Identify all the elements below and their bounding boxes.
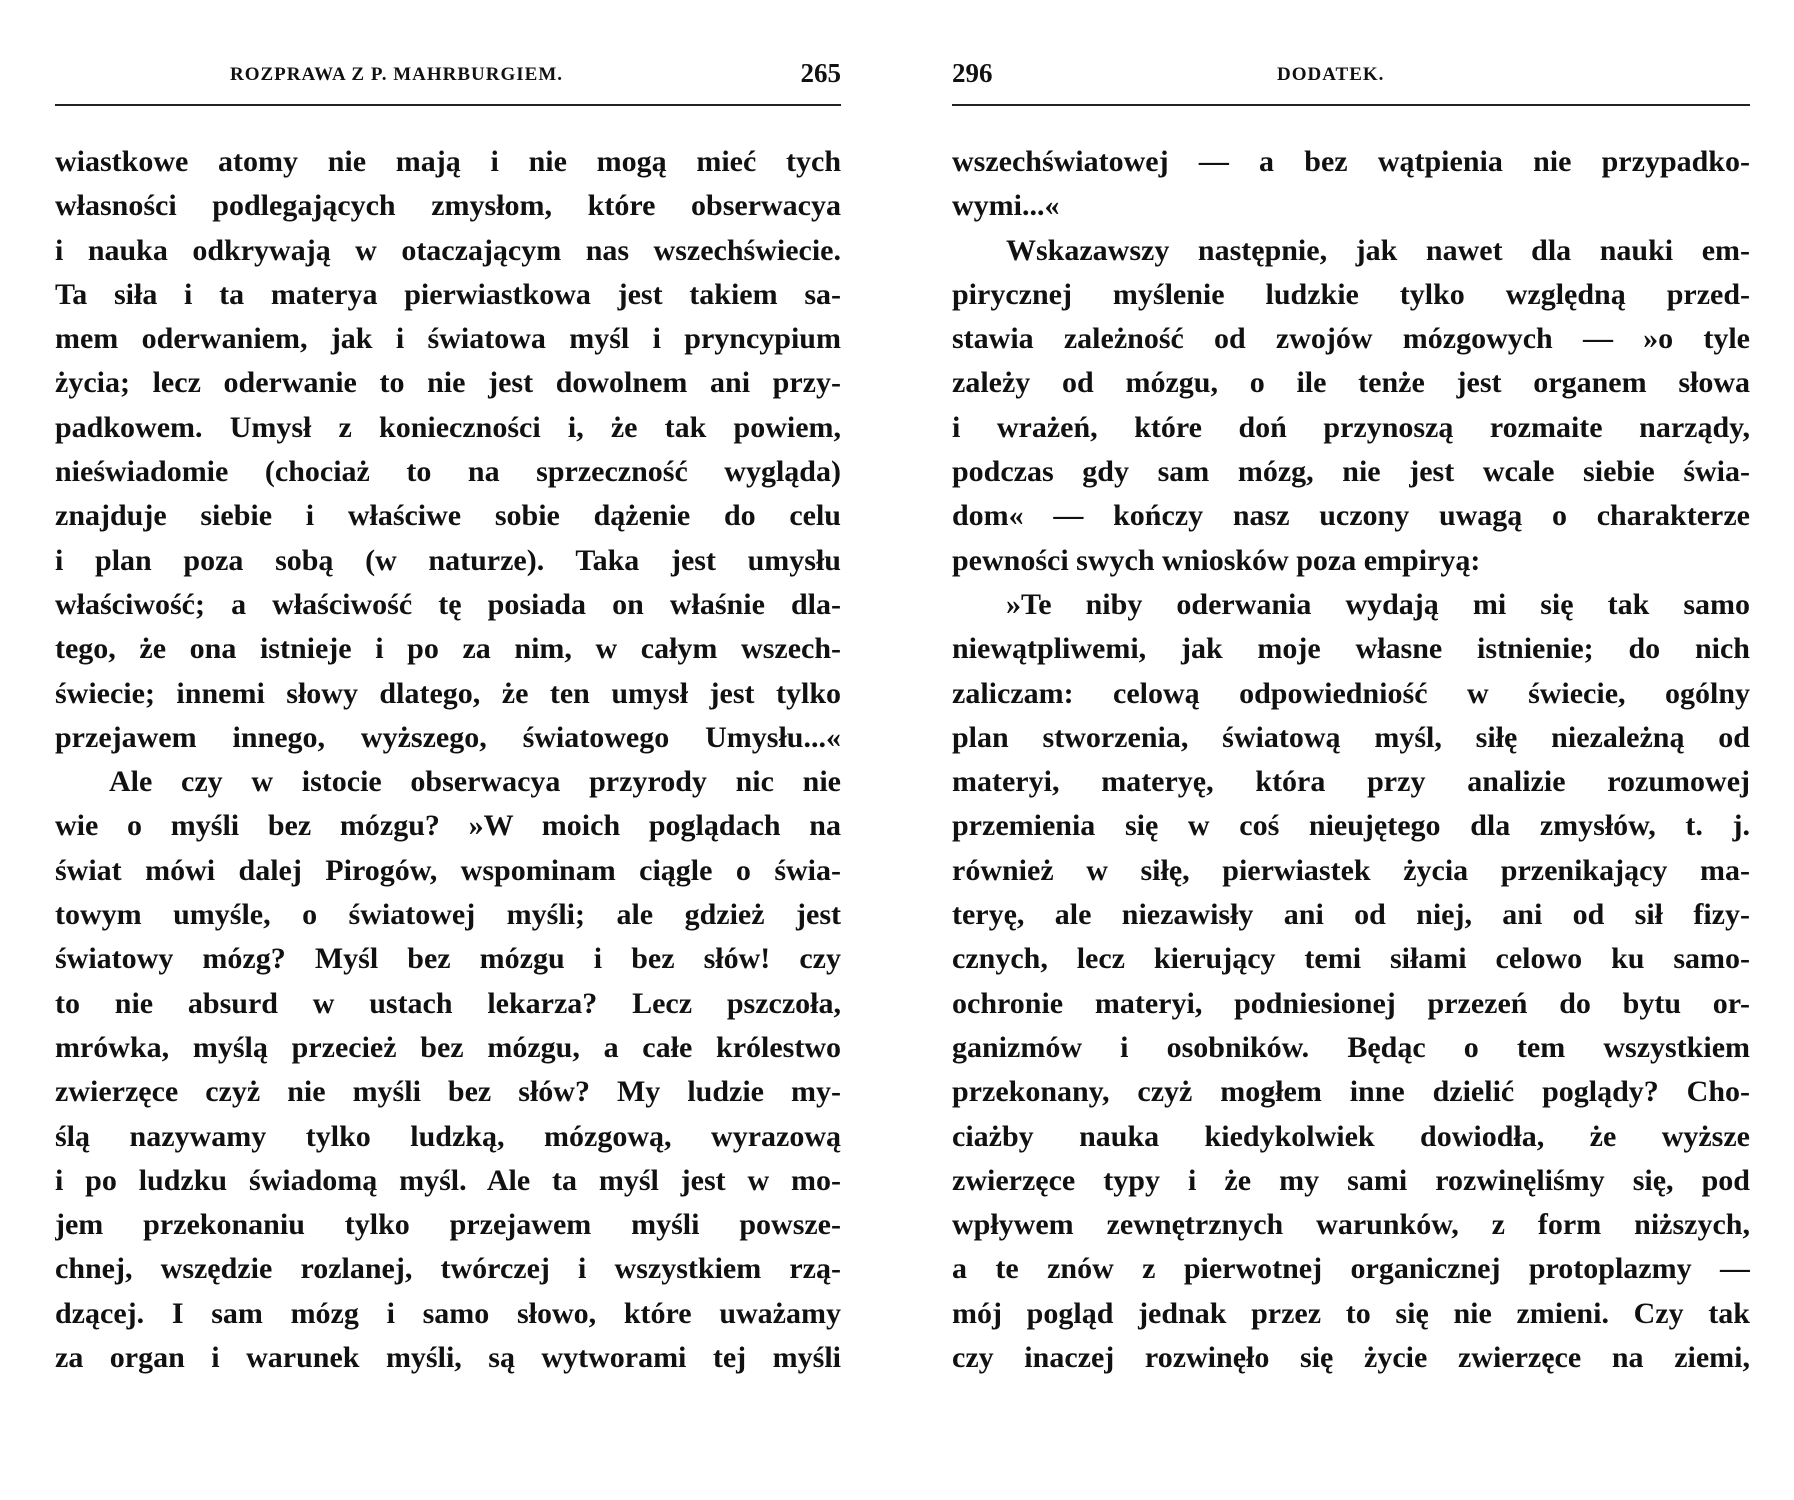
text-line: »Te niby oderwania wydają mi się tak samo	[1006, 587, 1750, 621]
text-line: przemienia się w coś nieujętego dla zmysłów, t. j.	[952, 809, 1750, 843]
text-line: zaliczam: celową odpowiedniość w świecie, ogólny	[952, 676, 1750, 710]
text-line: Ale czy w istocie obserwacya przyrody nic nie	[109, 765, 841, 799]
text-line: a te znów z pierwotnej organicznej protoplazmy —	[952, 1252, 1750, 1286]
text-line: i plan poza sobą (w naturze). Taka jest umysłu	[55, 543, 841, 577]
text-line: to nie absurd w ustach lekarza? Lecz pszczoła,	[55, 986, 841, 1020]
text-line: świecie; innemi słowy dlatego, że ten umysł jest tylko	[55, 676, 841, 710]
text-line: wpływem zewnętrznych warunków, z form niższych,	[952, 1208, 1750, 1242]
text-line: za organ i warunek myśli, są wytworami tej myśli	[55, 1341, 841, 1375]
text-line: Ta siła i ta materya pierwiastkowa jest takiem sa-	[55, 277, 841, 311]
text-line: znajduje siebie i właściwe sobie dążenie do celu	[55, 499, 841, 533]
text-line: teryę, ale niezawisły ani od niej, ani od sił fizy-	[952, 898, 1750, 932]
text-line: czy inaczej rozwinęło się życie zwierzęce na ziemi,	[952, 1341, 1750, 1375]
text-line: właściwość; a właściwość tę posiada on właśnie dla-	[55, 587, 841, 621]
text-line: dzącej. I sam mózg i samo słowo, które uważamy	[55, 1296, 841, 1330]
text-line: wymi...«	[952, 189, 1060, 223]
page-header	[952, 58, 1750, 92]
text-line: mem oderwaniem, jak i światowa myśl i pryncypium	[55, 322, 841, 356]
text-line: plan stworzenia, światową myśl, siłę niezależną od	[952, 720, 1750, 754]
text-line: zwierzęce typy i że my sami rozwinęliśmy się, pod	[952, 1163, 1750, 1197]
text-line: wie o myśli bez mózgu? »W moich poglądach na	[55, 809, 841, 843]
header-rule	[952, 104, 1750, 106]
text-line: niewątpliwemi, jak moje własne istnienie; do nich	[952, 632, 1750, 666]
text-line: i wrażeń, które doń przynoszą rozmaite narządy,	[952, 410, 1750, 444]
running-head: DODATEK.	[1277, 64, 1385, 85]
text-line: i po ludzku świadomą myśl. Ale ta myśl jest w mo-	[55, 1163, 841, 1197]
text-line: własności podlegających zmysłom, które obserwacya	[55, 189, 841, 223]
text-line: nieświadomie (chociaż to na sprzeczność wygląda)	[55, 455, 841, 489]
page-body-text	[952, 140, 1750, 1380]
text-line: padkowem. Umysł z konieczności i, że tak powiem,	[55, 410, 841, 444]
text-line: chnej, wszędzie rozlanej, twórczej i wszystkiem rzą-	[55, 1252, 841, 1286]
text-line: zależy od mózgu, o ile tenże jest organem słowa	[952, 366, 1750, 400]
text-line: mój pogląd jednak przez to się nie zmieni. Czy tak	[952, 1296, 1750, 1330]
text-line: zwierzęce czyż nie myśli bez słów? My ludzie my-	[55, 1075, 841, 1109]
text-line: ochronie materyi, podniesionej przezeń do bytu or-	[952, 986, 1750, 1020]
text-line: wiastkowe atomy nie mają i nie mogą mieć tych	[55, 145, 841, 178]
text-line: materyi, materyę, która przy analizie rozumowej	[952, 765, 1750, 799]
text-line: ślą nazywamy tylko ludzką, mózgową, wyrazową	[55, 1119, 841, 1153]
text-line: również w siłę, pierwiastek życia przenikający ma-	[952, 853, 1750, 887]
text-line: przekonany, czyż mogłem inne dzielić poglądy? Cho-	[952, 1075, 1750, 1109]
text-line: życia; lecz oderwanie to nie jest dowolnem ani przy-	[55, 366, 841, 400]
text-line: przejawem innego, wyższego, światowego Umysłu...«	[55, 720, 841, 754]
text-line: podczas gdy sam mózg, nie jest wcale siebie świa-	[952, 455, 1750, 489]
page-number: 265	[800, 58, 841, 88]
text-line: ciażby nauka kiedykolwiek dowiodła, że wyższe	[952, 1119, 1750, 1153]
header-rule	[55, 104, 841, 106]
text-line: Wskazawszy następnie, jak nawet dla nauki em-	[1006, 233, 1750, 267]
text-line: pewności swych wniosków poza empiryą:	[952, 543, 1481, 577]
text-line: dom« — kończy nasz uczony uwagą o charakterze	[952, 499, 1750, 533]
text-line: mrówka, myślą przecież bez mózgu, a całe królestwo	[55, 1030, 841, 1064]
text-line: jem przekonaniu tylko przejawem myśli powsze-	[55, 1208, 841, 1242]
text-line: towym umyśle, o światowej myśli; ale gdzież jest	[55, 898, 841, 932]
text-line: i nauka odkrywają w otaczającym nas wszechświecie.	[55, 233, 841, 267]
page-body-text	[55, 140, 841, 1380]
page-number: 296	[952, 58, 993, 88]
text-line: tego, że ona istnieje i po za nim, w całym wszech-	[55, 632, 841, 666]
text-line: światowy mózg? Myśl bez mózgu i bez słów! czy	[55, 942, 841, 976]
running-head: ROZPRAWA Z P. MAHRBURGIEM.	[230, 64, 564, 85]
text-line: pirycznej myślenie ludzkie tylko względną przed-	[952, 277, 1750, 311]
text-line: stawia zależność od zwojów mózgowych — »o tyle	[952, 322, 1750, 356]
text-line: świat mówi dalej Pirogów, wspominam ciągle o świa-	[55, 853, 841, 887]
text-line: ganizmów i osobników. Będąc o tem wszystkiem	[952, 1030, 1750, 1064]
text-line: wszechświatowej — a bez wątpienia nie przypadko-	[952, 145, 1750, 178]
text-line: cznych, lecz kierujący temi siłami celowo ku samo-	[952, 942, 1750, 976]
page-header	[55, 58, 841, 92]
